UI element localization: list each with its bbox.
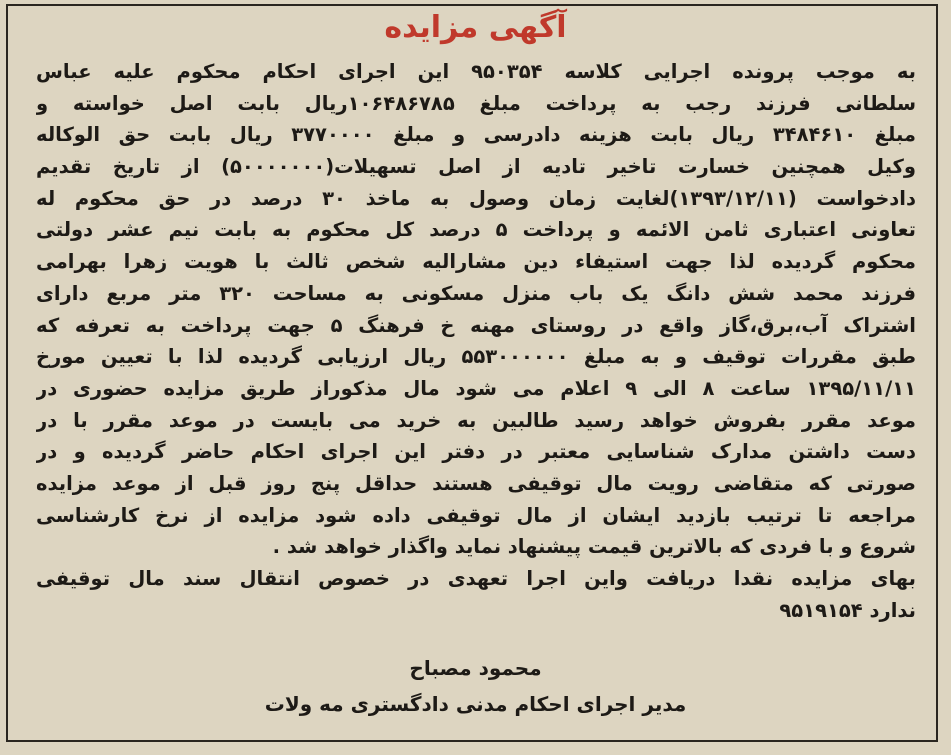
- signatory-role: مدیر اجرای احکام مدنی دادگستری مه ولات: [264, 692, 687, 716]
- notice-line: اشتراک آب،برق،گاز واقع در روستای مهنه خ فرهنگ ۵ جهت پرداخت به تعرفه که: [36, 313, 916, 337]
- notice-line: بهای مزایده نقدا دریافت واین اجرا تعهدی در خصوص انتقال سند مال توقیفی: [36, 567, 916, 590]
- notice-line: دست داشتن مدارک شناسایی معتبر در دفتر این اجرای احکام حاضر گردیده و در: [36, 440, 916, 464]
- notice-line: مبلغ ۳۴۸۴۶۱۰ ریال بابت هزینه دادرسی و مبلغ ۳۷۷۰۰۰۰ ریال بابت حق الوکاله: [36, 123, 916, 147]
- notice-line: فرزند محمد شش دانگ یک باب منزل مسکونی به مساحت ۳۲۰ متر مربع دارای: [36, 281, 916, 305]
- notice-line: وکیل همچنین خسارت تاخیر تادیه از اصل تسهیلات(۵۰۰۰۰۰۰۰) از تاریخ تقدیم: [36, 155, 916, 179]
- notice-line: موعد مقرر بفروش خواهد رسید طالبین به خرید می بایست در موعد مقرر با در: [36, 408, 916, 432]
- notice-line: صورتی که متقاضی رویت مال توقیفی هستند حداقل پنج روز قبل از موعد مزایده: [36, 471, 916, 495]
- notice-line: سلطانی فرزند رجب به پرداخت مبلغ ۱۰۶۴۸۶۷۸۵ریال بابت اصل خواسته و: [36, 91, 916, 115]
- notice-line: مراجعه تا ترتیب بازدید ایشان از مال توقیفی داده شود مزایده از نرخ کارشناسی: [36, 503, 916, 527]
- notice-body: [36, 56, 916, 626]
- notice-line: تعاونی اعتباری ثامن الائمه و پرداخت ۵ درصد کل محکوم به بابت نیم عشر دولتی: [36, 218, 916, 242]
- notice-line: دادخواست (۱۳۹۳/۱۲/۱۱)لغایت زمان وصول به ماخذ ۳۰ درصد در حق محکوم له: [36, 186, 916, 210]
- notice-line: ۱۳۹۵/۱۱/۱۱ ساعت ۸ الی ۹ اعلام می شود مال مذکوراز طریق مزایده حضوری در: [36, 376, 916, 400]
- signature-block: [0, 650, 951, 722]
- notice-line: به موجب پرونده اجرایی کلاسه ۹۵۰۳۵۴ این اجرای احکام محکوم علیه عباس: [36, 60, 916, 83]
- notice-line: شروع و با فردی که بالاترین قیمت پیشنهاد نماید واگذار خواهد شد .: [272, 535, 916, 559]
- notice-line: طبق مقررات توقیف و به مبلغ ۵۵۳۰۰۰۰۰۰ ریال ارزیابی گردیده لذا با تعیین مورخ: [36, 345, 916, 369]
- notice-line: محکوم گردیده لذا جهت استیفاء دین مشارالیه شخص ثالث با هویت زهرا بهرامی: [36, 250, 916, 274]
- signatory-name: محمود مصباح: [409, 656, 542, 680]
- notice-line: ندارد ۹۵۱۹۱۵۴: [779, 598, 916, 622]
- notice-title: آگهی مزایده: [384, 10, 567, 45]
